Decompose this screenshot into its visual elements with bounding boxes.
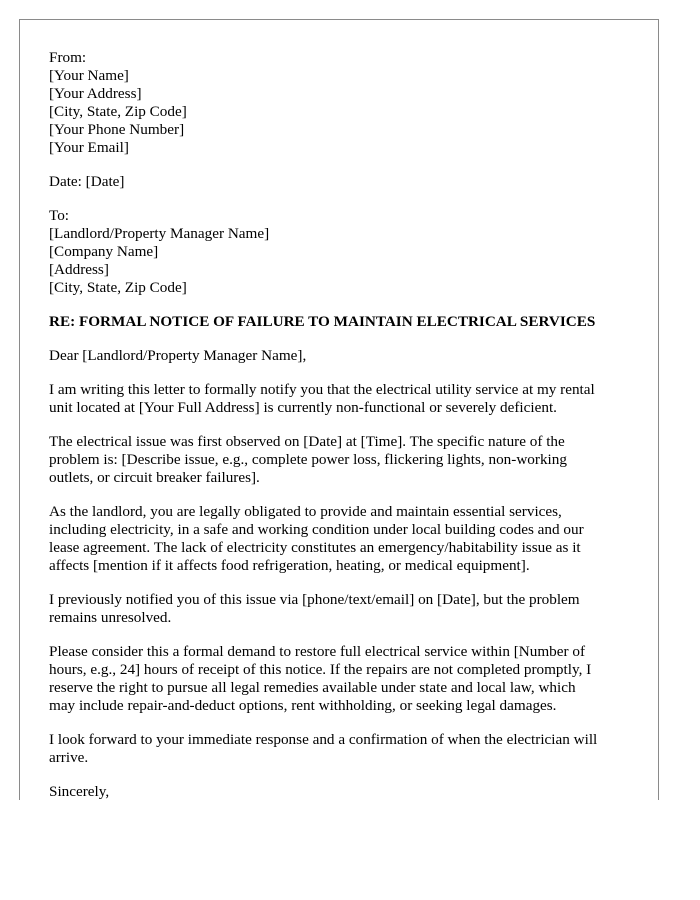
paragraph-line: outlets, or circuit breaker failures]. (49, 469, 260, 486)
paragraph-line: may include repair-and-deduct options, rent withholding, or seeking legal damages. (49, 697, 557, 714)
body-paragraph-6 (49, 731, 639, 767)
salutation-text: Dear [Landlord/Property Manager Name], (49, 347, 307, 364)
closing (49, 783, 639, 800)
paragraph-line: affects [mention if it affects food refrigeration, heating, or medical equipment]. (49, 557, 530, 574)
recipient-city-state-zip: [City, State, Zip Code] (49, 279, 187, 296)
sender-phone: [Your Phone Number] (49, 121, 185, 138)
paragraph-line: I previously notified you of this issue via [phone/text/email] on [Date], but the problem (49, 591, 580, 608)
sender-email: [Your Email] (49, 139, 129, 156)
recipient-block (49, 207, 639, 297)
paragraph-line: I look forward to your immediate response and a confirmation of when the electrician will (49, 731, 598, 748)
recipient-address: [Address] (49, 261, 109, 278)
date-block (49, 173, 639, 191)
paragraph-line: remains unresolved. (49, 609, 172, 626)
salutation (49, 347, 639, 365)
body-paragraph-4 (49, 591, 639, 627)
recipient-company: [Company Name] (49, 243, 159, 260)
paragraph-line: As the landlord, you are legally obligated to provide and maintain essential services, (49, 503, 562, 520)
paragraph-line: including electricity, in a safe and working condition under local building codes and our (49, 521, 584, 538)
body-paragraph-5 (49, 643, 639, 715)
body-paragraph-3 (49, 503, 639, 575)
paragraph-line: lease agreement. The lack of electricity constitutes an emergency/habitability issue as it (49, 539, 581, 556)
paragraph-line: unit located at [Your Full Address] is currently non-functional or severely deficient. (49, 399, 557, 416)
sender-name: [Your Name] (49, 67, 129, 84)
paragraph-line: arrive. (49, 749, 89, 766)
letter-page (19, 19, 659, 800)
recipient-heading: To: (49, 207, 70, 224)
paragraph-line: Please consider this a formal demand to restore full electrical service within [Number of (49, 643, 586, 660)
date-line: Date: [Date] (49, 173, 125, 190)
sender-block (49, 49, 639, 157)
paragraph-line: problem is: [Describe issue, e.g., complete power loss, flickering lights, non-working (49, 451, 567, 468)
paragraph-line: hours, e.g., 24] hours of receipt of this notice. If the repairs are not completed promptly, I (49, 661, 592, 678)
body-paragraph-2 (49, 433, 639, 487)
sender-city-state-zip: [City, State, Zip Code] (49, 103, 187, 120)
paragraph-line: reserve the right to pursue all legal remedies available under state and local law, which (49, 679, 576, 696)
closing-text: Sincerely, (49, 783, 110, 800)
subject-line: RE: FORMAL NOTICE OF FAILURE TO MAINTAIN ELECTRICAL SERVICES (49, 313, 596, 330)
body-paragraph-1 (49, 381, 639, 417)
paragraph-line: The electrical issue was first observed on [Date] at [Time]. The specific nature of the (49, 433, 565, 450)
letter-content (49, 49, 639, 800)
sender-heading: From: (49, 49, 87, 66)
sender-address: [Your Address] (49, 85, 142, 102)
recipient-name: [Landlord/Property Manager Name] (49, 225, 270, 242)
paragraph-line: I am writing this letter to formally notify you that the electrical utility service at my rental (49, 381, 595, 398)
